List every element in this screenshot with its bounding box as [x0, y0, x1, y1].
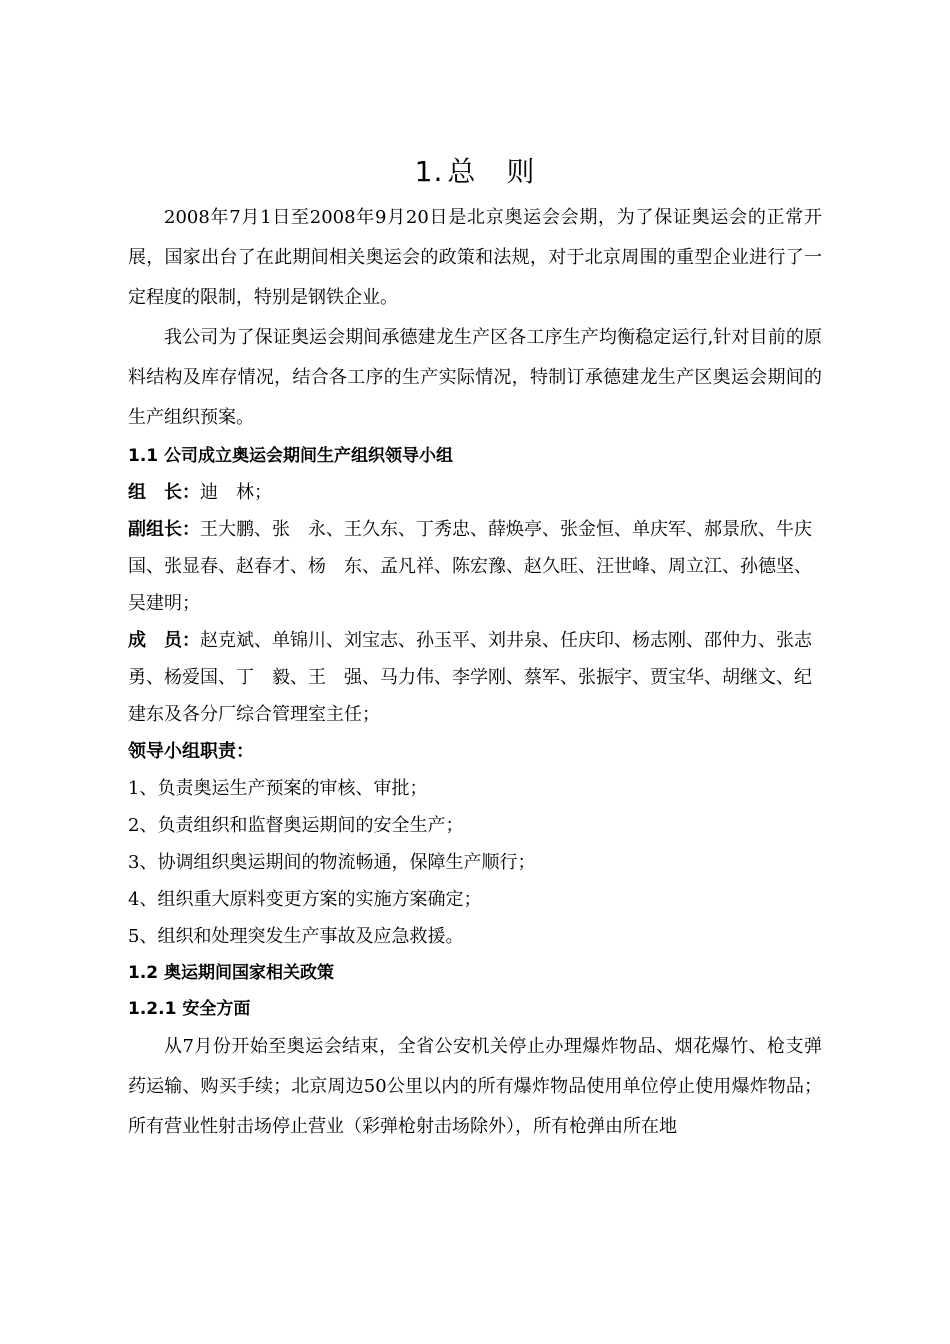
duties-heading: 领导小组职责：: [128, 741, 254, 762]
page-title: [128, 150, 822, 194]
intro-paragraph-1: 2008年7月1日至2008年9月20日是北京奥运会会期，为了保证奥运会的正常开展，国家出台了在此期间相关奥运会的政策和法规，对于北京周围的重型企业进行了一定程度的限制，特别是钢铁企业。: [128, 207, 822, 308]
title-word-1: 总: [447, 155, 477, 188]
member-label: 成 员：: [128, 630, 200, 651]
section-heading-1-2: 1.2 奥运期间国家相关政策: [128, 963, 335, 983]
intro-paragraph-2: 我公司为了保证奥运会期间承德建龙生产区各工序生产均衡稳定运行,针对目前的原料结构及库存情况，结合各工序的生产实际情况，特制订承德建龙生产区奥运会期间的生产组织预案。: [128, 327, 822, 428]
duty-item: 4、组织重大原料变更方案的实施方案确定；: [128, 889, 482, 910]
leader-label: 组 长：: [128, 482, 200, 503]
duty-item: 5、组织和处理突发生产事故及应急救援。: [128, 926, 464, 947]
title-word-2: 则: [506, 155, 536, 188]
duty-item: 1、负责奥运生产预案的审核、审批；: [128, 778, 428, 799]
document-page: [128, 150, 822, 1147]
safety-paragraph: 从7月份开始至奥运会结束，全省公安机关停止办理爆炸物品、烟花爆竹、枪支弹药运输、购买手续；北京周边50公里以内的所有爆炸物品使用单位停止使用爆炸物品；所有营业性射击场停止营业（彩弹枪射击场除外），所有枪弹由所在地: [128, 1036, 822, 1137]
member-value: 赵克斌、单锦川、刘宝志、孙玉平、刘井泉、任庆印、杨志刚、邵仲力、张志勇、杨爱国、丁 毅、王 强、马力伟、李学刚、蔡军、张振宇、贾宝华、胡继文、纪建东及各分厂综合管理室主任；: [128, 630, 812, 725]
member-row: [128, 622, 822, 733]
leader-value: 迪 林；: [200, 482, 272, 503]
section-heading-1-2-1: 1.2.1 安全方面: [128, 999, 251, 1019]
section-heading-1-1: 1.1 公司成立奥运会期间生产组织领导小组: [128, 446, 454, 466]
deputy-label: 副组长：: [128, 519, 200, 540]
duty-item: 3、协调组织奥运期间的物流畅通，保障生产顺行；: [128, 852, 536, 873]
deputy-value: 王大鹏、张 永、王久东、丁秀忠、薛焕亭、张金恒、单庆军、郝景欣、牛庆国、张显春、赵春才、杨 东、孟凡祥、陈宏豫、赵久旺、汪世峰、周立江、孙德坚、吴建明；: [128, 519, 812, 614]
duty-item: 2、负责组织和监督奥运期间的安全生产；: [128, 815, 464, 836]
leader-row: [128, 474, 822, 511]
deputy-row: [128, 511, 822, 622]
title-number: 1.: [414, 155, 444, 188]
